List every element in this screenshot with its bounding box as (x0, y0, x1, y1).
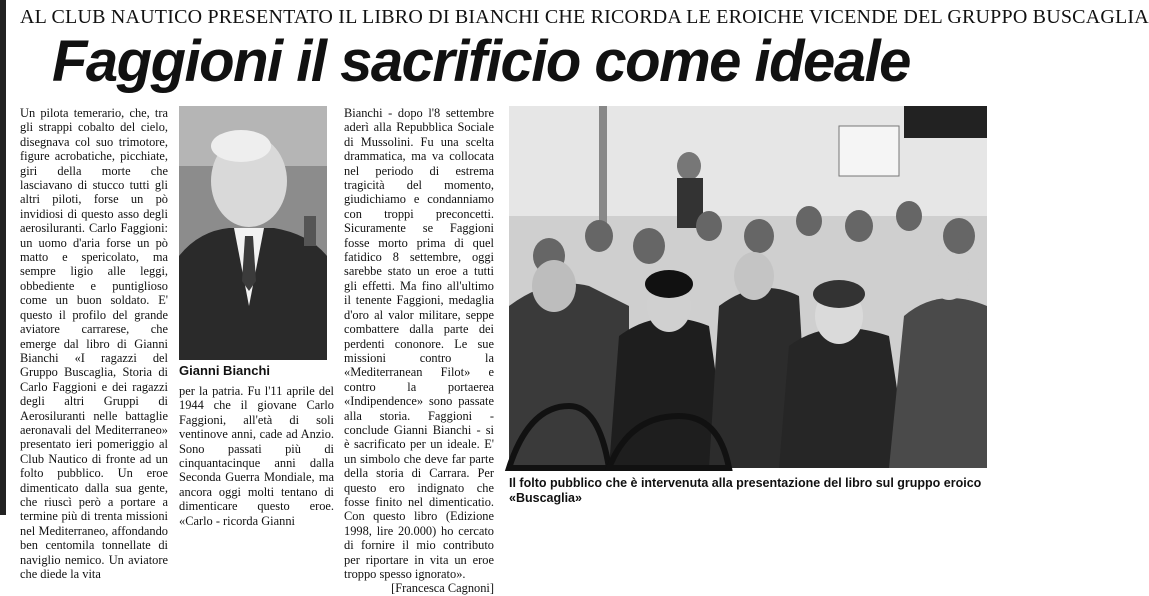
article-column-1 (20, 106, 168, 581)
column-3-text: Bianchi - dopo l'8 settembre aderì alla Repubblica Sociale di Mussolini. Fu una scelta drammatica, ma va collocata nel periodo di estrema tragicità del momento, giudichiamo e condanniamo con troppi preconcetti. Sicuramente se Faggioni fosse morto prima di quel fatidico 8 settembre, oggi sarebbe stato un eroe a tutti gli effetti. Ma fino all'ultimo il tenente Faggioni, medaglia d'oro al valor militare, seppe combattere dalla parte dei perdenti cononore. Le sue missioni contro la «Mediterranean Filot» e contro la portaerea «Indipendence» sono passate alla storia. Faggioni - conclude Gianni Bianchi - si è sacrificato per un ideale. E' un simbolo che deve far parte della storia di Carrara. Per questo ero indignato che fosse finito nel dimenticatio. Con questo libro (Edizione 1998, lire 20.000) ho cercato di fornire il mio contributo per riportare in vita un eroe troppo spesso ignorato». (344, 106, 494, 581)
audience-photo (509, 106, 987, 468)
column-2-text: per la patria. Fu l'11 aprile del 1944 che il giovane Carlo Faggioni, all'età di soli ventinove anni, cade ad Anzio. Sono passati più di cinquantacinque anni dalla Seconda Guerra Mondiale, ma ancora oggi molti tentano di dimenticare questo eroe. «Carlo - ricorda Gianni (179, 384, 334, 528)
kicker-line: AL CLUB NAUTICO PRESENTATO IL LIBRO DI BIANCHI CHE RICORDA LE EROICHE VICENDE DEL GRUPPO BUSCAGLIA (20, 6, 1149, 28)
author-signature: [Francesca Cagnoni] (391, 581, 494, 596)
article-column-3 (344, 106, 494, 596)
left-edge-shadow (0, 0, 6, 515)
portrait-photo-image (179, 106, 327, 360)
portrait-photo (179, 106, 327, 360)
audience-photo-image (509, 106, 987, 468)
article-column-2 (179, 384, 334, 528)
column-1-text: Un pilota temerario, che, tra gli strappi cobalto del cielo, disegnava col suo trimotore, figure acrobatiche, picchiate, giri della morte che lasciavano di stucco tutti gli altri piloti, forse un pò invidiosi di questo asso degli aerosiluranti. Carlo Faggioni: un uomo d'aria forse un pò matto e spericolato, ma sempre ligio alle leggi, obbediente e puntiglioso come un buon soldato. E' questo il profilo del grande aviatore carrarese, che emerge dal libro di Gianni Bianchi «I ragazzi del Gruppo Buscaglia, Storia di Carlo Faggioni e dei ragazzi degli altri Gruppi di Aerosiluranti nelle battaglie aeronavali del Mediterraneo» presentato ieri pomeriggio al Club Nautico di fronte ad un folto pubblico. Un eroe dimenticato dalla sua gente, che riuscì però a portare a termine più di trenta missioni nel Mediterraneo, affondando ben centomila tonnellate di naviglio nemico. Un aviatore che diede la vita (20, 106, 168, 581)
portrait-caption: Gianni Bianchi (179, 363, 271, 378)
audience-caption: Il folto pubblico che è intervenuta alla presentazione del libro sul gruppo eroico «Buscaglia» (509, 476, 982, 505)
headline: Faggioni il sacrificio come ideale (52, 29, 910, 94)
